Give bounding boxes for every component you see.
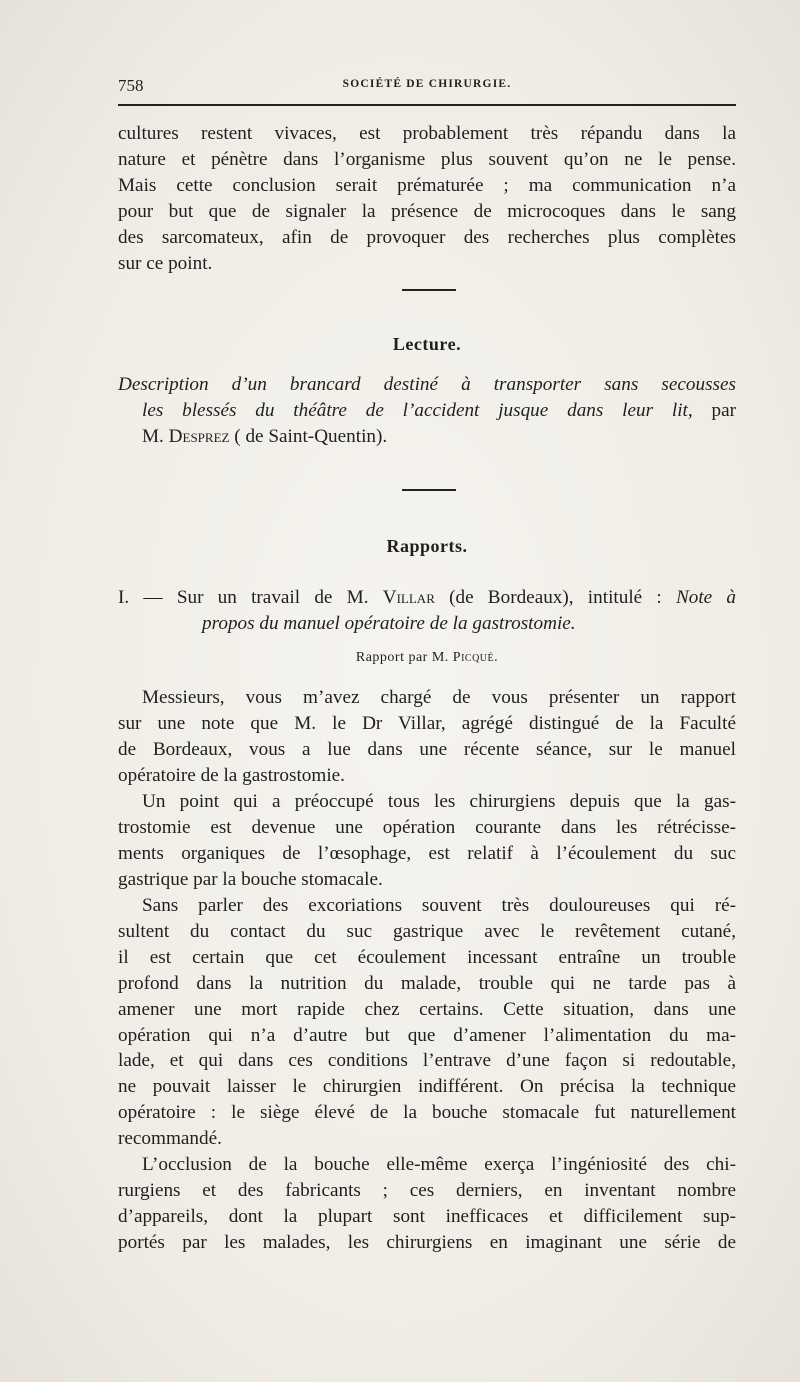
section-separator [402, 289, 456, 291]
lecture-author-place: ( de Saint-Quentin). [234, 425, 388, 447]
running-title: SOCIÉTÉ DE CHIRURGIE. [342, 78, 512, 90]
text-line: gastrique par la bouche stomacale. [118, 868, 383, 890]
header-rule [118, 104, 736, 106]
text-line: sur ce point. [118, 252, 213, 274]
text-line: Messieurs, vous m’avez chargé de vous présenter un rapport [142, 687, 736, 708]
text-line: il est certain que cet écoulement incessant entraîne un trouble [118, 946, 736, 968]
text-line: opération qui n’a d’autre but que d’amener l’alimentation du ma- [118, 1024, 736, 1046]
rapport-item-author: Villar [382, 587, 435, 608]
page-header [118, 76, 736, 98]
lecture-author-prefix: M. [142, 425, 164, 447]
text-line: Mais cette conclusion serait prématurée ; ma communication n’a [118, 174, 736, 196]
text-line: L’occlusion de la bouche elle-même exerça l’ingéniosité des chi- [142, 1154, 736, 1175]
body-paragraph-4 [118, 1152, 736, 1256]
intro-paragraph [118, 121, 736, 276]
text-line: de Bordeaux, vous a lue dans une récente séance, sur le manuel [118, 738, 736, 760]
text-line: nature et pénètre dans l’organisme plus souvent qu’on ne le pense. [118, 148, 736, 170]
text-line: d’appareils, dont la plupart sont inefficaces et difficilement sup- [118, 1205, 736, 1227]
rapports-heading: Rapports. [386, 536, 468, 556]
rapport-item [118, 585, 736, 637]
rapport-item-title-line-2: propos du manuel opératoire de la gastrostomie. [202, 612, 576, 634]
text-line: opératoire de la gastrostomie. [118, 764, 345, 786]
text-line: lade, et qui dans ces conditions l’entrave d’une façon si redoutable, [118, 1050, 736, 1072]
lecture-by: par [711, 399, 736, 421]
rapport-author: Picqué. [452, 650, 499, 665]
text-line: ne pouvait laisser le chirurgien indifférent. On précisa la technique [118, 1076, 736, 1098]
lecture-author-name: Desprez [168, 425, 230, 447]
text-line: recommandé. [118, 1128, 222, 1150]
rapport-item-dash: — [143, 587, 163, 608]
lecture-entry [118, 372, 736, 450]
text-line: Un point qui a préoccupé tous les chirurgiens depuis que la gas- [142, 791, 736, 812]
text-line: profond dans la nutrition du malade, trouble qui ne tarde pas à [118, 972, 736, 994]
rapport-by-line [118, 650, 736, 666]
text-line: opératoire : le siège élevé de la bouche stomacale fut naturellement [118, 1102, 736, 1124]
rapport-item-text: Sur un travail de M. [176, 587, 369, 608]
lecture-title-line: Description d’un brancard destiné à transporter sans secousses [118, 374, 736, 395]
rapport-item-number: I. [118, 587, 130, 608]
lecture-author-line [118, 424, 736, 450]
lecture-title-line-2 [118, 398, 736, 424]
text-line: rurgiens et des fabricants ; ces derniers, en inventant nombre [118, 1179, 736, 1201]
rapport-item-title-start: Note à [675, 587, 736, 608]
lecture-title-text: les blessés du théâtre de l’accident jusque dans leur lit, [142, 399, 693, 421]
page-number: 758 [118, 76, 144, 95]
text-line: sur une note que M. le Dr Villar, agrégé distingué de la Faculté [118, 712, 736, 734]
rapport-by: Rapport par M. [355, 650, 449, 665]
body-paragraph-1 [118, 685, 736, 789]
text-line: cultures restent vivaces, est probablement très répandu dans la [118, 123, 736, 144]
text-line: sultent du contact du suc gastrique avec le revêtement cutané, [118, 920, 736, 942]
body-paragraph-3 [118, 893, 736, 1152]
body-paragraph-2 [118, 789, 736, 893]
text-line: portés par les malades, les chirurgiens en imaginant une série de [118, 1231, 736, 1253]
text-line: des sarcomateux, afin de provoquer des recherches plus complètes [118, 226, 736, 248]
text-line: pour but que de signaler la présence de microcoques dans le sang [118, 200, 736, 222]
text-line: trostomie est devenue une opération courante dans les rétrécisse- [118, 816, 736, 838]
rapport-item-rest: (de Bordeaux), intitulé : [449, 587, 662, 608]
text-line: Sans parler des excoriations souvent très douloureuses qui ré- [142, 895, 736, 916]
text-line: amener une mort rapide chez certains. Cette situation, dans une [118, 998, 736, 1020]
rapport-item-line-1 [118, 585, 736, 611]
text-line: ments organiques de l’œsophage, est relatif à l’écoulement du suc [118, 842, 736, 864]
lecture-heading: Lecture. [392, 334, 462, 354]
section-separator [402, 489, 456, 491]
